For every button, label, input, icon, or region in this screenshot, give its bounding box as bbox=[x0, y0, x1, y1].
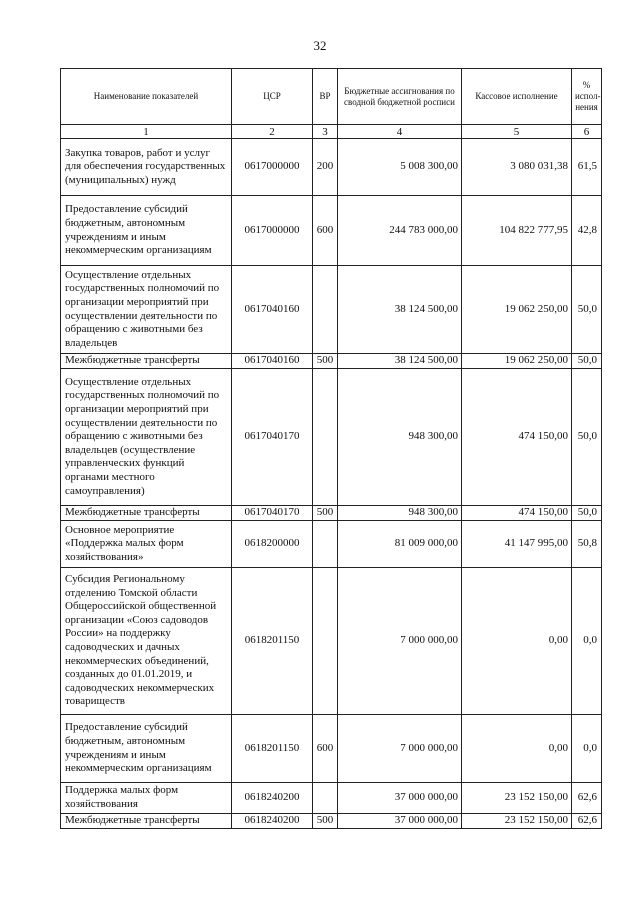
row-budget: 37 000 000,00 bbox=[338, 783, 462, 814]
row-pct: 50,0 bbox=[572, 369, 602, 506]
column-number: 3 bbox=[313, 125, 338, 139]
row-csr: 0617000000 bbox=[232, 196, 313, 266]
row-pct: 50,8 bbox=[572, 521, 602, 568]
row-name: Межбюджетные трансферты bbox=[61, 354, 232, 369]
row-pct: 62,6 bbox=[572, 814, 602, 829]
header-row bbox=[61, 69, 602, 125]
row-budget: 948 300,00 bbox=[338, 369, 462, 506]
row-cash: 41 147 995,00 bbox=[462, 521, 572, 568]
table-row bbox=[61, 521, 602, 568]
table-row bbox=[61, 196, 602, 266]
row-vr bbox=[313, 266, 338, 354]
row-budget: 7 000 000,00 bbox=[338, 568, 462, 715]
row-budget: 948 300,00 bbox=[338, 506, 462, 521]
row-pct: 50,0 bbox=[572, 506, 602, 521]
row-pct: 50,0 bbox=[572, 354, 602, 369]
row-csr: 0618201150 bbox=[232, 715, 313, 783]
row-cash: 23 152 150,00 bbox=[462, 783, 572, 814]
row-budget: 37 000 000,00 bbox=[338, 814, 462, 829]
row-csr: 0618240200 bbox=[232, 783, 313, 814]
row-cash: 23 152 150,00 bbox=[462, 814, 572, 829]
row-vr: 600 bbox=[313, 715, 338, 783]
column-number: 2 bbox=[232, 125, 313, 139]
table-row bbox=[61, 568, 602, 715]
table-row bbox=[61, 354, 602, 369]
header-budget: Бюджетные ассигнования по сводной бюджетной росписи bbox=[338, 69, 462, 125]
table-row bbox=[61, 715, 602, 783]
row-vr: 500 bbox=[313, 354, 338, 369]
column-number: 4 bbox=[338, 125, 462, 139]
row-name: Межбюджетные трансферты bbox=[61, 506, 232, 521]
row-csr: 0618200000 bbox=[232, 521, 313, 568]
header-name: Наименование показателей bbox=[61, 69, 232, 125]
row-cash: 474 150,00 bbox=[462, 369, 572, 506]
page-number: 32 bbox=[313, 38, 327, 53]
row-cash: 474 150,00 bbox=[462, 506, 572, 521]
row-budget: 7 000 000,00 bbox=[338, 715, 462, 783]
row-budget: 38 124 500,00 bbox=[338, 266, 462, 354]
row-pct: 0,0 bbox=[572, 568, 602, 715]
table-row bbox=[61, 369, 602, 506]
row-csr: 0618201150 bbox=[232, 568, 313, 715]
row-vr bbox=[313, 521, 338, 568]
row-name: Поддержка малых форм хозяйствования bbox=[61, 783, 232, 814]
row-pct: 42,8 bbox=[572, 196, 602, 266]
row-pct: 62,6 bbox=[572, 783, 602, 814]
row-budget: 244 783 000,00 bbox=[338, 196, 462, 266]
column-number-row bbox=[61, 125, 602, 139]
row-cash: 19 062 250,00 bbox=[462, 354, 572, 369]
column-number: 6 bbox=[572, 125, 602, 139]
header-cash: Кассовое исполнение bbox=[462, 69, 572, 125]
row-vr: 500 bbox=[313, 814, 338, 829]
row-csr: 0617040170 bbox=[232, 369, 313, 506]
row-name: Осуществление отдельных государственных полномочий по организации мероприятий при осуществлении деятельности по обращению с животными без владельцев (осуществление управленческих функций органами местного самоуправления) bbox=[61, 369, 232, 506]
row-cash: 19 062 250,00 bbox=[462, 266, 572, 354]
row-name: Межбюджетные трансферты bbox=[61, 814, 232, 829]
row-vr bbox=[313, 369, 338, 506]
table-row bbox=[61, 266, 602, 354]
row-cash: 0,00 bbox=[462, 568, 572, 715]
table-row bbox=[61, 506, 602, 521]
row-name: Закупка товаров, работ и услуг для обеспечения государственных (муниципальных) нужд bbox=[61, 139, 232, 196]
row-csr: 0617040160 bbox=[232, 266, 313, 354]
row-pct: 61,5 bbox=[572, 139, 602, 196]
row-cash: 3 080 031,38 bbox=[462, 139, 572, 196]
row-budget: 5 008 300,00 bbox=[338, 139, 462, 196]
header-pct: % испол- нения bbox=[572, 69, 602, 125]
row-csr: 0617040170 bbox=[232, 506, 313, 521]
row-pct: 50,0 bbox=[572, 266, 602, 354]
column-number: 1 bbox=[61, 125, 232, 139]
row-vr bbox=[313, 783, 338, 814]
row-name: Основное мероприятие «Поддержка малых форм хозяйствования» bbox=[61, 521, 232, 568]
table-row bbox=[61, 783, 602, 814]
budget-execution-table bbox=[60, 68, 602, 829]
row-vr bbox=[313, 568, 338, 715]
header-vr: ВР bbox=[313, 69, 338, 125]
row-cash: 104 822 777,95 bbox=[462, 196, 572, 266]
row-pct: 0,0 bbox=[572, 715, 602, 783]
column-number: 5 bbox=[462, 125, 572, 139]
row-csr: 0617000000 bbox=[232, 139, 313, 196]
row-budget: 38 124 500,00 bbox=[338, 354, 462, 369]
row-vr: 500 bbox=[313, 506, 338, 521]
row-cash: 0,00 bbox=[462, 715, 572, 783]
row-name: Предоставление субсидий бюджетным, автономным учреждениям и иным некоммерческим организациям bbox=[61, 196, 232, 266]
header-csr: ЦСР bbox=[232, 69, 313, 125]
row-budget: 81 009 000,00 bbox=[338, 521, 462, 568]
row-csr: 0618240200 bbox=[232, 814, 313, 829]
row-name: Субсидия Региональному отделению Томской области Общероссийской общественной организации «Союз садоводов России» на поддержку садоводческих и дачных некоммерческих объединений, созданных до 01.01.2019, и садоводческих некоммерческих товариществ bbox=[61, 568, 232, 715]
row-vr: 600 bbox=[313, 196, 338, 266]
table-row bbox=[61, 139, 602, 196]
table-row bbox=[61, 814, 602, 829]
row-csr: 0617040160 bbox=[232, 354, 313, 369]
row-name: Осуществление отдельных государственных полномочий по организации мероприятий при осуществлении деятельности по обращению с животными без владельцев bbox=[61, 266, 232, 354]
row-name: Предоставление субсидий бюджетным, автономным учреждениям и иным некоммерческим организациям bbox=[61, 715, 232, 783]
row-vr: 200 bbox=[313, 139, 338, 196]
